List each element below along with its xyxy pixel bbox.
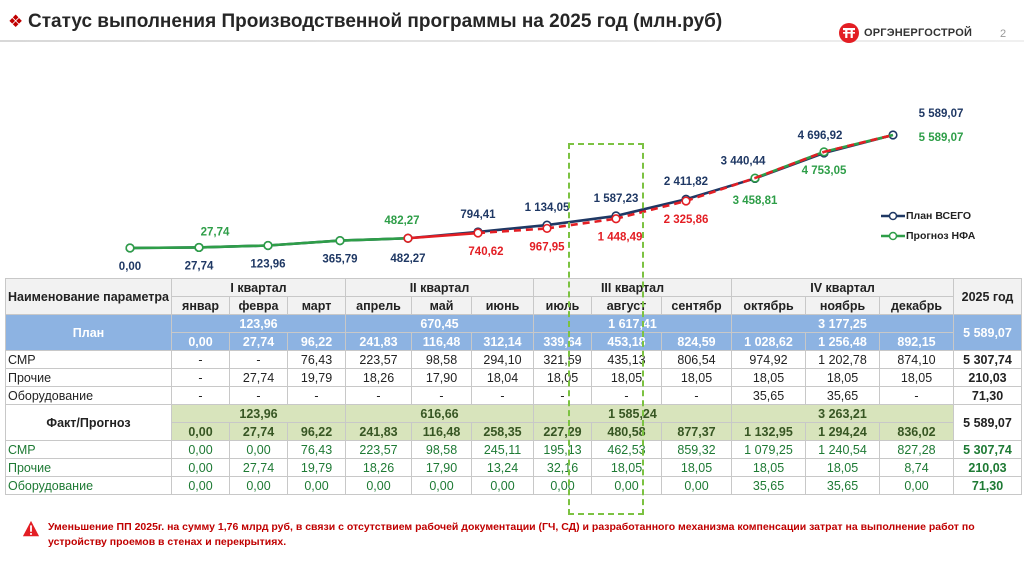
plan-detail-cell: 27,74 — [230, 369, 288, 387]
plan-quarter-row — [6, 315, 1022, 333]
fact-q2: 616,66 — [346, 405, 534, 423]
data-label-1: 3 458,81 — [732, 195, 778, 208]
data-label-1: 482,27 — [384, 215, 420, 228]
header-q4: IV квартал — [732, 279, 954, 297]
header-month: сентябр — [662, 297, 732, 315]
plan-month-cell: 241,83 — [346, 333, 412, 351]
header-month: апрель — [346, 297, 412, 315]
series-segment-1 — [268, 241, 340, 246]
fact-q4: 3 263,21 — [732, 405, 954, 423]
series-segment-1 — [130, 247, 199, 248]
header-q3: III квартал — [534, 279, 732, 297]
fact-detail-cell: 19,79 — [288, 459, 346, 477]
plan-detail-row-label: Оборудование — [6, 387, 172, 405]
plan-detail-cell: 294,10 — [472, 351, 534, 369]
fact-detail-cell: 0,00 — [172, 441, 230, 459]
plan-month-cell: 312,14 — [472, 333, 534, 351]
data-label-2: 967,95 — [529, 241, 565, 254]
series-point-1 — [126, 244, 134, 252]
fact-detail-cell: 98,58 — [412, 441, 472, 459]
plan-detail-cell: - — [288, 387, 346, 405]
fact-detail-cell: 17,90 — [412, 459, 472, 477]
plan-detail-row — [6, 387, 1022, 405]
plan-detail-cell: 35,65 — [806, 387, 880, 405]
series-point-2 — [612, 215, 620, 223]
fact-month-cell: 1 132,95 — [732, 423, 806, 441]
series-point-1 — [195, 244, 203, 252]
legend-item-plan — [880, 206, 975, 226]
plan-detail-cell: - — [472, 387, 534, 405]
footnote — [22, 520, 1012, 550]
plan-month-cell: 0,00 — [172, 333, 230, 351]
fact-detail-cell: 1 079,25 — [732, 441, 806, 459]
table-header-row-quarters — [6, 279, 1022, 297]
series-point-1 — [264, 242, 272, 250]
plan-q1: 123,96 — [172, 315, 346, 333]
series-segment-1 — [340, 238, 408, 240]
fact-detail-cell: 859,32 — [662, 441, 732, 459]
plan-detail-cell: 874,10 — [880, 351, 954, 369]
data-label-0: 1 134,05 — [524, 202, 570, 215]
fact-detail-cell: 0,00 — [662, 477, 732, 495]
fact-month-cell: 96,22 — [288, 423, 346, 441]
fact-detail-row — [6, 477, 1022, 495]
header-month: февра — [230, 297, 288, 315]
fact-detail-cell: 827,28 — [880, 441, 954, 459]
plan-detail-row — [6, 351, 1022, 369]
plan-detail-cell: 19,79 — [288, 369, 346, 387]
fact-detail-cell: 0,00 — [472, 477, 534, 495]
fact-detail-cell: 35,65 — [732, 477, 806, 495]
fact-detail-cell: 8,74 — [880, 459, 954, 477]
fact-quarter-row — [6, 405, 1022, 423]
plan-detail-cell: 18,05 — [534, 369, 592, 387]
page-number: 2 — [1000, 28, 1007, 40]
plan-month-cell: 1 028,62 — [732, 333, 806, 351]
plan-detail-cell: - — [172, 369, 230, 387]
plan-detail-cell: 435,13 — [592, 351, 662, 369]
fact-month-cell: 116,48 — [412, 423, 472, 441]
header-month: май — [412, 297, 472, 315]
data-label-2: 2 325,86 — [663, 213, 709, 226]
header-month: ноябрь — [806, 297, 880, 315]
header-month: август — [592, 297, 662, 315]
plan-q4: 3 177,25 — [732, 315, 954, 333]
header-month: декабрь — [880, 297, 954, 315]
plan-detail-cell: 17,90 — [412, 369, 472, 387]
data-label-1: 5 589,07 — [918, 132, 964, 144]
fact-detail-cell: 18,26 — [346, 459, 412, 477]
plan-detail-cell: - — [534, 387, 592, 405]
plan-month-cell: 339,64 — [534, 333, 592, 351]
plan-detail-cell: - — [346, 387, 412, 405]
plan-month-cell: 1 256,48 — [806, 333, 880, 351]
fact-detail-cell: 76,43 — [288, 441, 346, 459]
legend-forecast-label: Прогноз НФА — [906, 230, 976, 242]
header-month: март — [288, 297, 346, 315]
data-label-0: 3 440,44 — [720, 155, 766, 168]
plan-detail-cell: - — [230, 351, 288, 369]
fact-detail-cell: 195,13 — [534, 441, 592, 459]
plan-detail-cell: 321,59 — [534, 351, 592, 369]
fact-detail-cell: 0,00 — [172, 459, 230, 477]
fact-detail-cell: 18,05 — [592, 459, 662, 477]
footnote-text: Уменьшение ПП 2025г. на сумму 1,76 млрд руб, в связи с отсутствием рабочей документации (ГЧ, СД) и разработанного механизма компенсации затрат на выполнение работ по устройству проемов в стенах и перекрытиях. — [48, 521, 975, 548]
fact-detail-cell: 27,74 — [230, 459, 288, 477]
series-point-2 — [474, 229, 482, 237]
legend-item-forecast — [880, 226, 975, 246]
fact-detail-row-total: 71,30 — [954, 477, 1022, 495]
cumulative-line-chart — [0, 0, 1024, 280]
fact-detail-cell: 245,11 — [472, 441, 534, 459]
plan-detail-cell: 35,65 — [732, 387, 806, 405]
plan-detail-cell: 18,05 — [662, 369, 732, 387]
fact-detail-cell: 0,00 — [412, 477, 472, 495]
warning-icon — [22, 520, 40, 538]
plan-q2: 670,45 — [346, 315, 534, 333]
plan-detail-cell: 18,04 — [472, 369, 534, 387]
data-label-2: 1 448,49 — [597, 231, 643, 244]
fact-detail-row — [6, 441, 1022, 459]
series-segment-0 — [547, 216, 616, 225]
plan-detail-cell: 974,92 — [732, 351, 806, 369]
fact-detail-cell: 0,00 — [288, 477, 346, 495]
diamond-bullet-icon: ❖ — [8, 12, 24, 31]
plan-detail-cell: 18,05 — [592, 369, 662, 387]
plan-detail-row-total: 5 307,74 — [954, 351, 1022, 369]
fact-detail-cell: 462,53 — [592, 441, 662, 459]
plan-detail-cell: - — [662, 387, 732, 405]
fact-detail-cell: 35,65 — [806, 477, 880, 495]
chart-legend — [880, 206, 975, 246]
fact-detail-row-total: 5 307,74 — [954, 441, 1022, 459]
fact-detail-cell: 223,57 — [346, 441, 412, 459]
fact-month-cell: 480,58 — [592, 423, 662, 441]
plan-detail-cell: 76,43 — [288, 351, 346, 369]
fact-detail-row-total: 210,03 — [954, 459, 1022, 477]
fact-detail-cell: 0,00 — [880, 477, 954, 495]
plan-total: 5 589,07 — [954, 315, 1022, 351]
fact-detail-row-label: СМР — [6, 441, 172, 459]
plan-month-cell: 96,22 — [288, 333, 346, 351]
plan-detail-cell: - — [172, 387, 230, 405]
data-label-0: 1 587,23 — [593, 192, 639, 205]
plan-month-cell: 27,74 — [230, 333, 288, 351]
fact-detail-row-label: Оборудование — [6, 477, 172, 495]
fact-detail-cell: 0,00 — [346, 477, 412, 495]
fact-month-cell: 836,02 — [880, 423, 954, 441]
fact-month-cell: 0,00 — [172, 423, 230, 441]
fact-month-cell: 258,35 — [472, 423, 534, 441]
plan-month-cell: 824,59 — [662, 333, 732, 351]
fact-detail-cell: 18,05 — [662, 459, 732, 477]
header-year: 2025 год — [954, 279, 1022, 315]
plan-detail-cell: 98,58 — [412, 351, 472, 369]
series-point-1 — [336, 237, 344, 245]
fact-detail-row — [6, 459, 1022, 477]
fact-label: Факт/Прогноз — [6, 405, 172, 441]
fact-month-cell: 241,83 — [346, 423, 412, 441]
header-month: июль — [534, 297, 592, 315]
series-point-2 — [543, 225, 551, 233]
data-label-0: 2 411,82 — [663, 176, 709, 189]
plan-detail-cell: - — [172, 351, 230, 369]
fact-detail-row-label: Прочие — [6, 459, 172, 477]
fact-detail-cell: 18,05 — [732, 459, 806, 477]
series-segment-0 — [478, 225, 547, 232]
fact-detail-cell: 0,00 — [230, 477, 288, 495]
fact-month-cell: 1 294,24 — [806, 423, 880, 441]
fact-detail-cell: 0,00 — [230, 441, 288, 459]
fact-detail-cell: 1 240,54 — [806, 441, 880, 459]
series-point-2 — [404, 234, 412, 242]
header-month: июнь — [472, 297, 534, 315]
fact-month-cell: 27,74 — [230, 423, 288, 441]
plan-detail-cell: - — [880, 387, 954, 405]
plan-q3: 1 617,41 — [534, 315, 732, 333]
plan-detail-row-total: 210,03 — [954, 369, 1022, 387]
plan-detail-cell: 18,26 — [346, 369, 412, 387]
data-label-0: 482,27 — [390, 253, 426, 266]
logo-text: ОРГЭНЕРГОСТРОЙ — [864, 27, 973, 39]
header-name: Наименование параметра — [6, 279, 172, 315]
plan-label: План — [6, 315, 172, 351]
plan-detail-row — [6, 369, 1022, 387]
legend-plan-label: План ВСЕГО — [906, 210, 972, 222]
data-label-1: 27,74 — [200, 226, 230, 239]
plan-detail-row-total: 71,30 — [954, 387, 1022, 405]
legend-forecast-swatch — [880, 231, 906, 241]
page-title: Статус выполнения Производственной программы на 2025 год (млн.руб) — [28, 11, 723, 32]
fact-detail-cell: 0,00 — [534, 477, 592, 495]
data-label-1: 4 753,05 — [801, 164, 847, 177]
plan-detail-cell: 18,05 — [880, 369, 954, 387]
data-label-0: 794,41 — [460, 208, 496, 221]
fact-detail-cell: 0,00 — [592, 477, 662, 495]
plan-detail-cell: 223,57 — [346, 351, 412, 369]
fact-q1: 123,96 — [172, 405, 346, 423]
plan-detail-row-label: Прочие — [6, 369, 172, 387]
header-month: октябрь — [732, 297, 806, 315]
plan-month-cell: 453,18 — [592, 333, 662, 351]
legend-plan-swatch — [880, 211, 906, 221]
fact-detail-cell: 32,16 — [534, 459, 592, 477]
plan-detail-cell: 18,05 — [732, 369, 806, 387]
data-label-0: 0,00 — [118, 261, 142, 273]
plan-detail-cell: - — [592, 387, 662, 405]
data-label-2: 740,62 — [468, 246, 504, 259]
plan-detail-cell: - — [412, 387, 472, 405]
data-label-0: 365,79 — [322, 253, 358, 266]
fact-month-cell: 877,37 — [662, 423, 732, 441]
header-q2: II квартал — [346, 279, 534, 297]
header-q1: I квартал — [172, 279, 346, 297]
plan-month-cell: 892,15 — [880, 333, 954, 351]
data-label-0: 123,96 — [250, 258, 286, 271]
plan-month-cell: 116,48 — [412, 333, 472, 351]
fact-detail-cell: 13,24 — [472, 459, 534, 477]
fact-q3: 1 585,24 — [534, 405, 732, 423]
series-point-2 — [682, 197, 690, 205]
data-label-0: 4 696,92 — [797, 130, 843, 143]
plan-detail-cell: 1 202,78 — [806, 351, 880, 369]
fact-detail-cell: 18,05 — [806, 459, 880, 477]
plan-detail-row-label: СМР — [6, 351, 172, 369]
fact-detail-cell: 0,00 — [172, 477, 230, 495]
plan-detail-cell: - — [230, 387, 288, 405]
data-label-0: 27,74 — [184, 260, 214, 273]
fact-total: 5 589,07 — [954, 405, 1022, 441]
plan-detail-cell: 806,54 — [662, 351, 732, 369]
production-program-table — [5, 278, 1022, 495]
series-segment-1 — [199, 245, 268, 247]
data-label-0: 5 589,07 — [918, 108, 964, 120]
fact-month-cell: 227,29 — [534, 423, 592, 441]
header-month: январ — [172, 297, 230, 315]
plan-detail-cell: 18,05 — [806, 369, 880, 387]
